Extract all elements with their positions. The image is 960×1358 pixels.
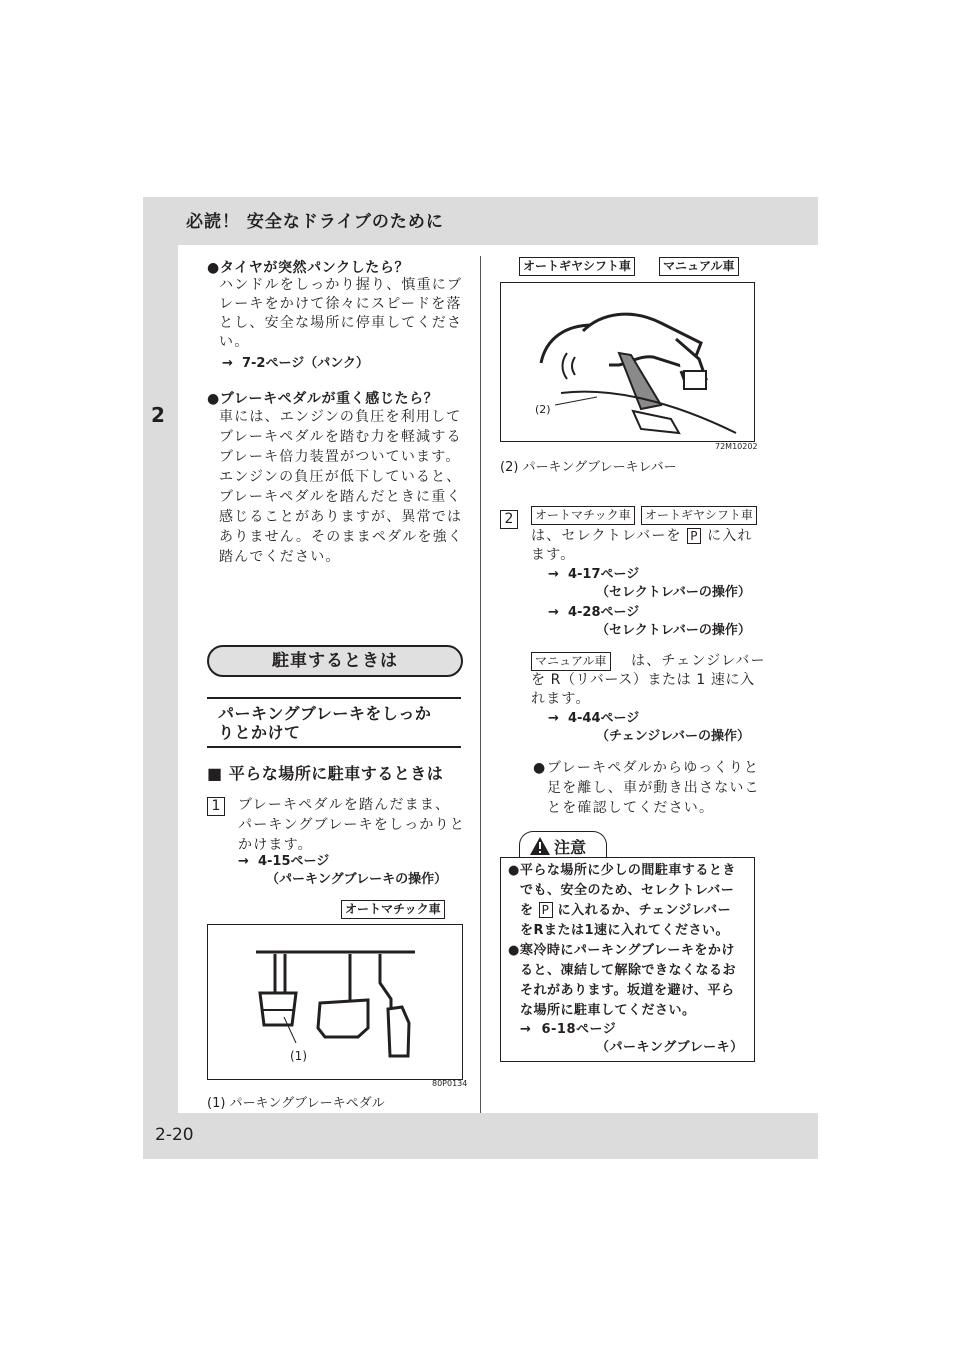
page-reference [222,352,369,371]
step2-reference-2 [548,604,751,640]
text-line: ハンドルをしっかり握り、慎重にブ [219,277,463,293]
pedal-illustration [208,925,462,1079]
figure-label-2: (2) [535,403,551,416]
arrow: → [238,854,249,869]
reference-title: （セレクトレバーの操作） [596,585,751,600]
text-line: ブレーキペダルを踏む力を軽減する [219,429,462,445]
text-line: パーキングブレーキをしっかりと [238,817,466,833]
manual-line2: を R（リバース）または 1 速に入 [531,672,755,688]
text-line: 車には、エンジンの負圧を利用して [219,409,462,425]
text-line: ブレーキペダルからゆっくりと [547,760,760,776]
bullet-marker: ● [207,260,220,276]
figure-label-1: (1) [290,1049,307,1063]
subheading-rule-top [207,697,461,699]
step-number-2: 2 [500,510,518,529]
figure-caption: (2) パーキングブレーキレバー [500,460,677,475]
reference-title: （チェンジレバーの操作） [596,729,751,744]
caution-tab [519,831,607,858]
warning-triangle-icon [530,837,550,855]
text-line: 踏んでください。 [219,549,341,565]
bullet-title-text: ブレーキペダルが重く感じたら？ [219,391,439,407]
reference-title: （セレクトレバーの操作） [596,623,751,638]
subheading-rule-bottom [207,746,461,748]
figure-code: 72M10202 [715,442,758,451]
text-line: レーキをかけて徐々にスピードを落 [219,296,462,312]
lever-illustration [501,283,754,441]
tag-auto-gear-shift: オートギヤシフト車 [641,506,757,525]
tag-auto-gear-shift: オートギヤシフト車 [519,257,635,276]
arrow: → [222,356,233,371]
header-title: 必読！ 安全なドライブのために [186,212,444,232]
text-line: をRまたは1速に入れてください。 [520,923,730,938]
caution-bullet-1 [508,861,736,941]
subheading [218,704,431,742]
step2-bullet-body [547,758,760,818]
figure-code: 80P0134 [432,1079,468,1088]
figure-parking-brake-pedal [207,924,463,1080]
subheading-line: りとかけて [218,723,301,742]
step2-reference-1 [548,566,751,602]
arrow: → [548,567,559,582]
arrow: → [520,1022,532,1037]
text-part: は、セレクトレバーを [531,528,682,544]
caution-box [500,857,755,1062]
text-line: ありません。そのままペダルを強く [219,529,464,545]
step2-line2: ます。 [531,547,576,563]
caution-bullet-2 [508,941,736,1021]
chapter-number: 2 [151,403,165,427]
text-line: 足を離し、車が動き出さないこ [547,780,760,796]
tag-automatic: オートマチック車 [531,506,635,525]
reference-title: （パーキングブレーキ） [596,1040,744,1055]
text-line: ●平らな場所に少しの間駐車するとき [508,863,736,878]
arrow: → [548,711,559,726]
text-line: とを確認してください。 [547,800,715,816]
text-line [508,901,736,921]
figure-parking-brake-lever [500,282,755,442]
key-p: P [687,528,701,544]
bullet-brake-title [207,388,438,408]
subheading-line: パーキングブレーキをしっか [218,704,432,723]
text-line: エンジンの負圧が低下していると、 [219,469,462,485]
manual-line1: は、チェンジレバー [631,653,766,669]
text-line: い。 [219,334,250,350]
bullet-flat-tire-body [219,276,462,352]
text-line: 感じることがありますが、異常では [219,509,463,525]
bullet-flat-tire-title [207,257,409,277]
text-line: それがあります。坂道を避け、平ら [520,983,735,998]
reference-page: 4-28ページ [567,605,640,620]
text-line: ブレーキペダルを踏んだまま、 [238,797,451,813]
text-line: ブレーキ倍力装置がついています。 [219,449,461,465]
column-divider [480,256,481,1113]
section-pill-parking: 駐車するときは [207,645,463,677]
tag-manual: マニュアル車 [659,257,739,276]
square-heading: ■ 平らな場所に駐車するときは [207,764,444,783]
manual-reference [548,710,750,746]
bullet-title-text: タイヤが突然パンクしたら？ [219,260,410,276]
tag-manual: マニュアル車 [531,652,611,671]
figure-caption: (1) パーキングブレーキペダル [207,1096,385,1111]
text-line: とし、安全な場所に停車してくださ [219,315,463,331]
tag-automatic: オートマチック車 [341,900,445,919]
text-line: ブレーキペダルを踏んだときに重く [219,489,462,505]
caution-title: 注意 [554,838,587,857]
step2-bullet-marker: ● [533,760,547,776]
caution-reference [520,1021,744,1057]
text-part: を [520,903,534,918]
reference-page: 4-15ページ [257,854,330,869]
chapter-tab-strip [143,245,178,380]
manual-line3: れます。 [531,691,591,707]
reference-text: 7-2ページ（パンク） [241,356,369,371]
reference-title: （パーキングブレーキの操作） [266,872,448,887]
step1-body [238,795,465,855]
text-line: ると、凍結して解除できなくなるお [520,963,737,978]
key-p: P [539,902,553,918]
reference-page: 4-17ページ [567,567,640,582]
bullet-marker: ● [207,391,220,407]
reference-page: 4-44ページ [567,711,640,726]
text-part: に入れるか、チェンジレバー [557,903,732,918]
arrow: → [548,605,559,620]
text-line: かけます。 [238,837,313,853]
text-line: な場所に駐車してください。 [520,1003,696,1018]
step-number-1: 1 [207,797,225,816]
step2-line1 [531,527,753,546]
text-line: ●寒冷時にパーキングブレーキをかけ [508,943,735,958]
text-line: でも、安全のため、セレクトレバー [520,883,735,898]
text-part: に入れ [707,528,753,544]
reference-page: 6-18ページ [541,1022,617,1037]
page-number: 2-20 [155,1125,194,1145]
step1-reference [238,853,447,889]
bullet-brake-body [219,407,463,567]
